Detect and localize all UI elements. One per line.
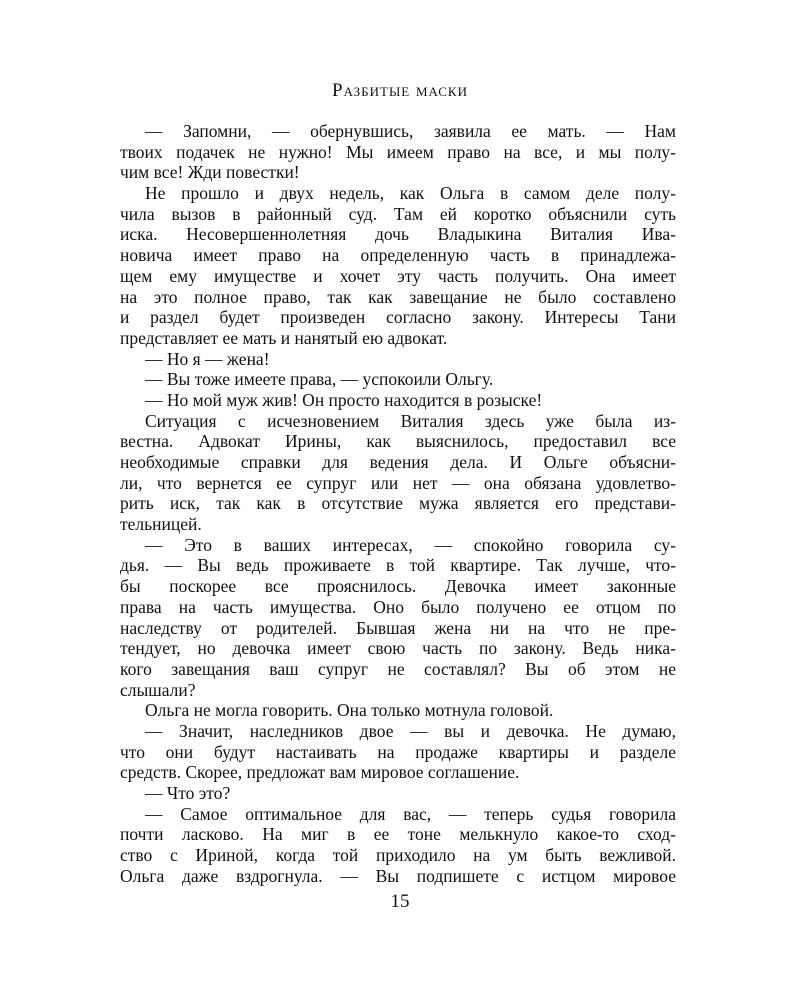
- text-line: на это полное право, так как завещание не было составлено: [120, 286, 676, 307]
- text-line: права на часть имущества. Оно было получено ее отцом по: [120, 596, 676, 617]
- text-line: вестна. Адвокат Ирины, как выяснилось, предоставил все: [120, 431, 676, 452]
- text-line: ство с Ириной, когда той приходило на ум быть вежливой.: [120, 845, 676, 866]
- text-line: Ольга не могла говорить. Она только мотнула головой.: [145, 700, 554, 721]
- text-line: — Что это?: [145, 783, 231, 803]
- text-line: тендует, но девочка имеет свою часть по закону. Ведь ника-: [120, 638, 676, 659]
- text-line: чила вызов в районный суд. Там ей коротко объяснили суть: [120, 203, 676, 224]
- text-line: Не прошло и двух недель, как Ольга в самом деле полу-: [145, 183, 676, 204]
- text-line: — Самое оптимальное для вас, — теперь судья говорила: [145, 803, 676, 824]
- text-line: что они будут настаивать на продаже квартиры и разделе: [120, 741, 676, 762]
- text-line: — Запомни, — обернувшись, заявила ее мать. — Нам: [145, 121, 676, 141]
- text-line: Ольга даже вздрогнула. — Вы подпишете с истцом мировое: [120, 865, 676, 886]
- text-line: чим все! Жди повестки!: [120, 162, 300, 183]
- text-line: представляет ее мать и нанятый ею адвокат.: [120, 327, 448, 348]
- text-line: почти ласково. На миг в ее тоне мелькнуло какое-то сход-: [120, 824, 676, 845]
- text-line: Ситуация с исчезновением Виталия здесь уже была из-: [145, 410, 676, 431]
- text-line: — Вы тоже имеете права, — успокоили Ольгу.: [145, 369, 494, 390]
- running-head: Разбитые маски: [332, 80, 468, 101]
- text-line: иска. Несовершеннолетняя дочь Владыкина Виталия Ива-: [120, 224, 676, 245]
- text-line: необходимые справки для ведения дела. И Ольге объясни-: [120, 452, 676, 472]
- text-line: — Но я — жена!: [145, 348, 270, 369]
- text-line: ли, что вернется ее супруг или нет — она обязана удовлетво-: [120, 472, 676, 493]
- text-line: бы поскорее все прояснилось. Девочка имеет законные: [120, 576, 676, 597]
- text-line: рить иск, так как в отсутствие мужа является его представи-: [120, 493, 676, 514]
- text-line: слышали?: [120, 679, 196, 700]
- text-line: — Это в ваших интересах, — спокойно говорила су-: [145, 534, 676, 555]
- text-line: — Но мой муж жив! Он просто находится в розыске!: [145, 389, 543, 410]
- text-line: новича имеет право на определенную часть в принадлежа-: [120, 245, 676, 266]
- text-line: щем ему имуществе и хочет эту часть получить. Она имеет: [120, 265, 676, 286]
- text-line: наследству от родителей. Бывшая жена ни на что не пре-: [120, 617, 676, 638]
- text-line: — Значит, наследников двое — вы и девочка. Не думаю,: [145, 720, 676, 741]
- text-line: тельницей.: [120, 514, 202, 535]
- text-line: кого завещания ваш супруг не составлял? Вы об этом не: [120, 658, 676, 679]
- page-number: 15: [390, 891, 410, 912]
- text-line: твоих подачек не нужно! Мы имеем право на все, и мы полу-: [120, 141, 676, 162]
- text-line: и раздел будет произведен согласно закону. Интересы Тани: [120, 307, 676, 328]
- text-line: средств. Скорее, предложат вам мировое соглашение.: [120, 762, 520, 783]
- body-text: [120, 121, 676, 886]
- text-line: дья. — Вы ведь проживаете в той квартире. Так лучше, что-: [120, 555, 676, 576]
